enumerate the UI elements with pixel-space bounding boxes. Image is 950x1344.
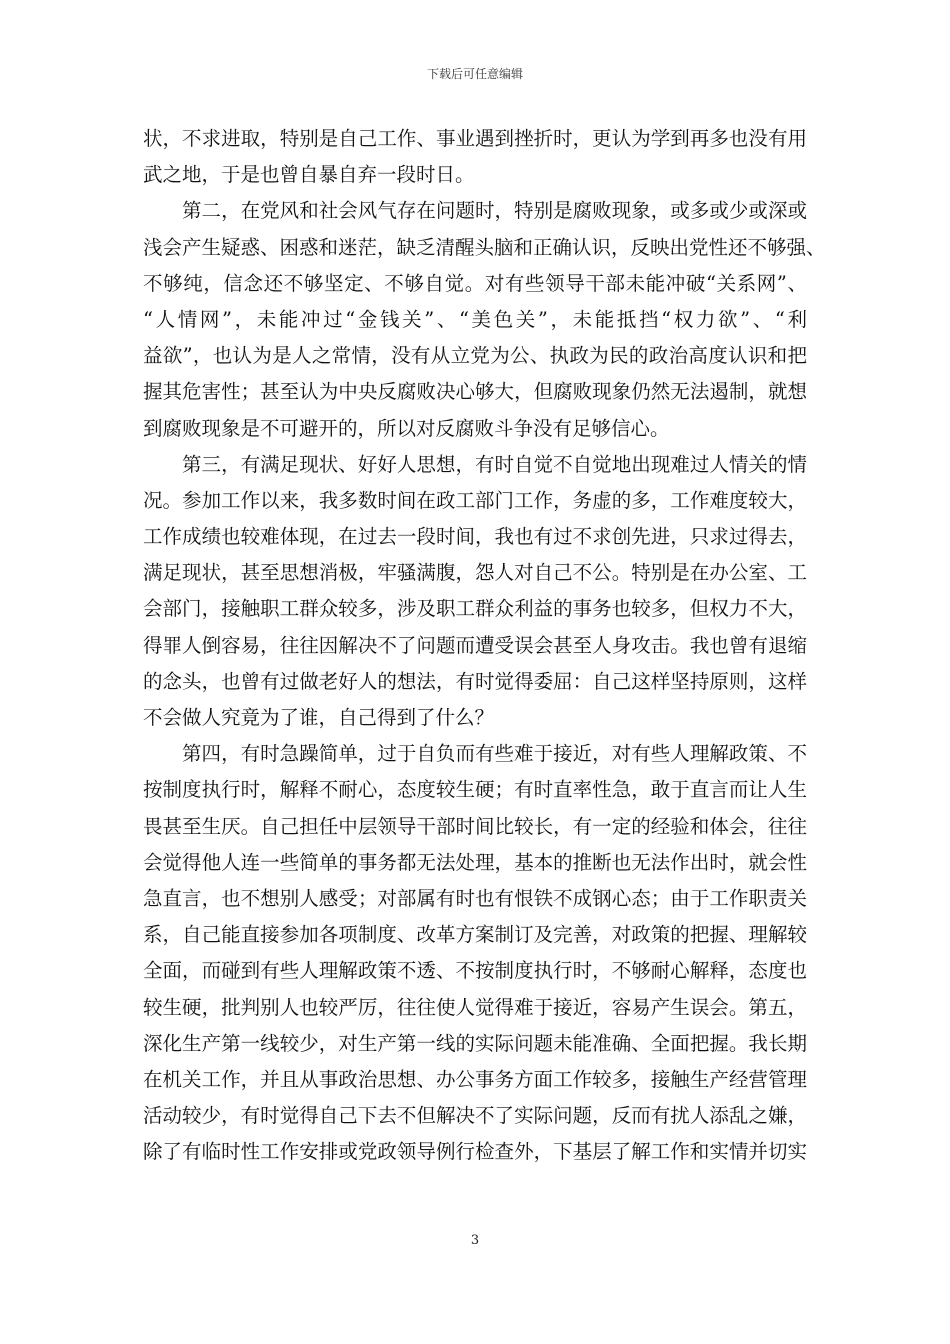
text-line: 况。参加工作以来，我多数时间在政工部门工作，务虚的多，工作难度较大，	[143, 488, 807, 512]
text-line: 畏甚至生厌。自己担任中层领导干部时间比较长，有一定的经验和体会，往往	[143, 814, 807, 838]
text-line: 益欲”，也认为是人之常情，没有从立党为公、执政为民的政治高度认识和把	[143, 344, 807, 368]
text-line: 握其危害性；甚至认为中央反腐败决心够大，但腐败现象仍然无法遏制，就想	[143, 380, 807, 404]
text-line: 得罪人倒容易，往往因解决不了问题而遭受误会甚至人身攻击。我也曾有退缩	[143, 633, 807, 657]
page-number: 3	[470, 1233, 480, 1248]
text-line: 第三，有满足现状、好好人思想，有时自觉不自觉地出现难过人情关的情	[182, 452, 807, 476]
text-line: 到腐败现象是不可避开的，所以对反腐败斗争没有足够信心。	[143, 416, 670, 440]
text-line: 状，不求进取，特别是自己工作、事业遇到挫折时，更认为学到再多也没有用	[143, 127, 807, 150]
document-body	[143, 121, 826, 1170]
text-line: 系，自己能直接参加各项制度、改革方案制订及完善，对政策的把握、理解较	[143, 923, 807, 947]
text-line: “人情网”，未能冲过“金钱关”、“美色关”，未能抵挡“权力欲”、“利	[143, 307, 807, 331]
text-line: 不会做人究竟为了谁，自己得到了什么？	[143, 706, 495, 729]
text-line: 武之地，于是也曾自暴自弃一段时日。	[143, 163, 475, 187]
text-line: 在机关工作，并且从事政治思想、办公事务方面工作较多，接触生产经营管理	[143, 1067, 807, 1091]
text-line: 深化生产第一线较少，对生产第一线的实际问题未能准确、全面把握。我长期	[143, 1031, 807, 1055]
page-header: 下载后可任意编辑	[426, 67, 523, 81]
text-line: 满足现状，甚至思想消极，牢骚满腹，怨人对自己不公。特别是在办公室、工	[143, 561, 807, 585]
paragraph	[143, 736, 807, 1170]
text-line: 第二，在党风和社会风气存在问题时，特别是腐败现象，或多或少或深或	[182, 199, 807, 223]
text-line: 急直言，也不想别人感受；对部属有时也有恨铁不成钢心态；由于工作职责关	[143, 886, 807, 910]
text-line: 第四，有时急躁简单，过于自负而有些难于接近，对有些人理解政策、不	[182, 742, 807, 766]
text-line: 工作成绩也较难体现，在过去一段时间，我也有过不求创先进，只求过得去，	[143, 525, 807, 549]
text-line: 会部门，接触职工群众较多，涉及职工群众利益的事务也较多，但权力不大，	[143, 597, 807, 621]
paragraph	[143, 121, 807, 193]
text-line: 浅会产生疑惑、困惑和迷茫，缺乏清醒头脑和正确认识，反映出党性还不够强、	[143, 235, 826, 259]
text-line: 除了有临时性工作安排或党政领导例行检查外，下基层了解工作和实情并切实	[143, 1140, 807, 1164]
paragraph	[143, 193, 826, 446]
text-line: 按制度执行时，解释不耐心，态度较生硬；有时直率性急，敢于直言而让人生	[143, 778, 807, 802]
text-line: 不够纯，信念还不够坚定、不够自觉。对有些领导干部未能冲破“关系网”、	[143, 271, 807, 295]
text-line: 的念头，也曾有过做老好人的想法，有时觉得委屈：自己这样坚持原则，这样	[143, 669, 807, 693]
text-line: 会觉得他人连一些简单的事务都无法处理，基本的推断也无法作出时，就会性	[143, 850, 807, 874]
text-line: 全面，而碰到有些人理解政策不透、不按制度执行时，不够耐心解释，态度也	[143, 959, 807, 983]
text-line: 活动较少，有时觉得自己下去不但解决不了实际问题，反而有扰人添乱之嫌，	[143, 1104, 807, 1128]
paragraph	[143, 447, 807, 737]
text-line: 较生硬，批判别人也较严厉，往往使人觉得难于接近，容易产生误会。第五，	[143, 995, 807, 1019]
